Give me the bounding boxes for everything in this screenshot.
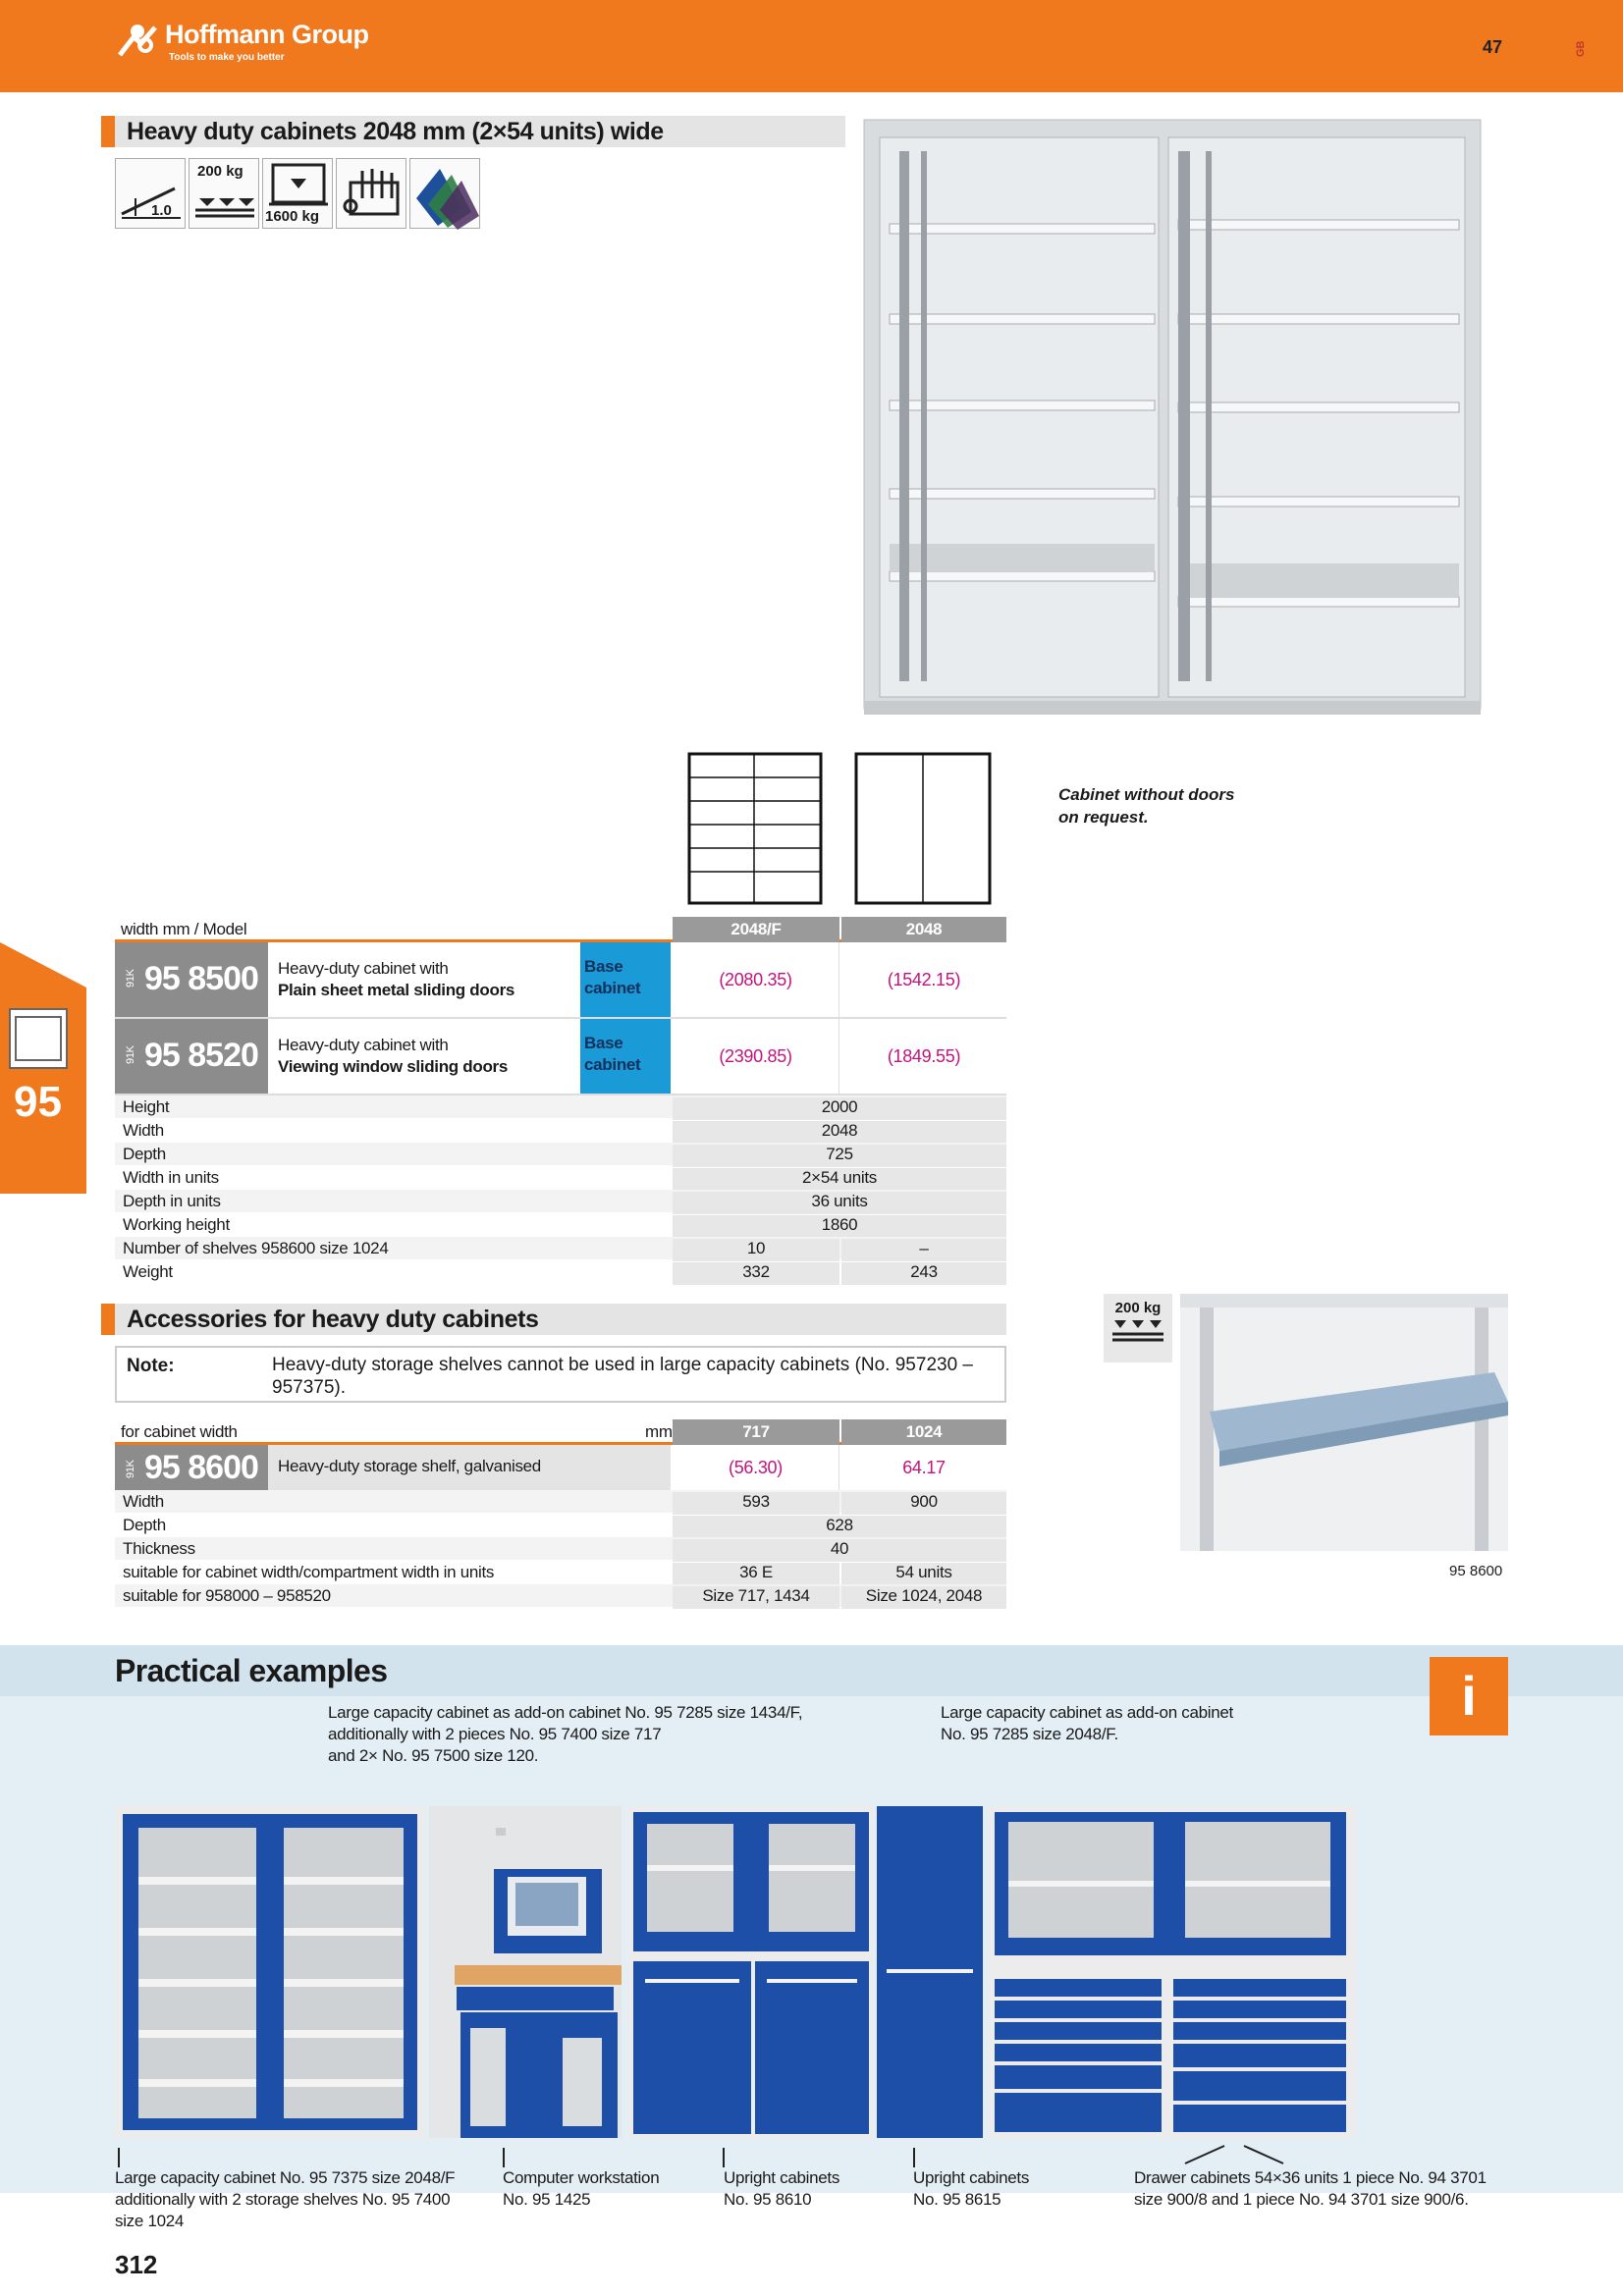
note-label: Note: [127,1356,175,1376]
spec-row [115,1514,1006,1537]
article-number [115,1445,268,1490]
spec-row [115,1190,1006,1213]
caption-line: additionally with 2 storage shelves No. 95 7400 [115,2190,451,2209]
spec-row [115,1490,1006,1514]
spec-label: Weight [123,1262,173,1281]
product-row[interactable] [115,942,1006,1019]
page-top-number: 47 [1483,37,1503,57]
spec-value: 900 [841,1492,1006,1515]
spec-value: – [841,1239,1006,1261]
category-line: Base [584,1034,623,1052]
gauge-value: 1.0 [151,202,172,219]
column-header: 2048 [841,917,1006,942]
note-box [115,1346,1006,1403]
spec-row [115,1537,1006,1561]
caption-line: size 900/8 and 1 piece No. 94 3701 size 900/6. [1134,2190,1469,2209]
table-header-row [115,917,1006,942]
cabinet-photo [856,112,1492,732]
hoffmann-logo-icon [116,22,161,57]
caption-line: Large capacity cabinet as add-on cabinet No. 95 7285 size 1434/F, [328,1703,803,1722]
column-header: 717 [673,1419,839,1445]
header-label: width mm / Model [121,920,247,938]
price-cell: (1542.15) [887,970,961,989]
example-caption-top-left [328,1702,802,1767]
spec-label: Depth [123,1145,166,1163]
article-prefix: 91K [125,1460,136,1478]
info-icon[interactable]: i [1430,1657,1508,1735]
spec-label: Working height [123,1215,230,1234]
spec-row [115,1584,1006,1608]
example-caption-2 [503,2167,659,2211]
spec-label: Width in units [123,1168,219,1187]
product-description: Heavy-duty storage shelf, galvanised [278,1457,541,1475]
shelf-load-text: 200 kg [1114,1300,1162,1316]
caption-line: No. 95 8610 [724,2190,812,2209]
spec-value: 36 units [673,1192,1006,1214]
sheet-thickness-icon [115,158,186,229]
cabinet-load-value: 1600 kg [265,208,320,225]
load-arrows-icon [1109,1316,1167,1344]
header-unit: mm [645,1422,673,1441]
spec-row [115,1561,1006,1584]
note-text: Heavy-duty storage shelves cannot be used in large capacity cabinets (No. 957230 – 957375). [272,1355,973,1398]
description-bold: Viewing window sliding doors [278,1057,509,1076]
door-layout-diagram [854,752,992,905]
caption-line: Computer workstation [503,2168,660,2187]
spec-value: 2048 [673,1121,1006,1144]
spec-label: Number of shelves 958600 size 1024 [123,1239,389,1257]
photo-caption [1058,783,1234,828]
price-cell: (1849.55) [887,1046,961,1066]
spec-value: 54 units [841,1563,1006,1585]
price-cell: (2390.85) [673,1019,839,1094]
shelf-load-value: 200 kg [197,163,243,180]
price-cell: (56.30) [673,1445,839,1490]
page-number: 312 [115,2250,158,2279]
description-bold: Plain sheet metal sliding doors [278,981,515,999]
article-number-text: 95 8500 [144,960,258,997]
practical-examples-title: Practical examples [115,1653,388,1688]
brand-tagline: Tools to make you better [169,52,285,63]
example-caption-5 [1134,2167,1487,2211]
caption-line: size 1024 [115,2212,185,2230]
spec-value: 40 [673,1539,1006,1562]
caption-line: No. 95 7285 size 2048/F. [941,1725,1118,1743]
product-row[interactable] [115,1445,1006,1490]
example-caption-3 [724,2167,839,2211]
spec-row [115,1213,1006,1237]
category-badge [580,1019,671,1094]
shelf-photo [1180,1294,1508,1551]
example-caption-top-right [941,1702,1233,1745]
article-number [115,942,268,1017]
category-badge [580,942,671,1017]
section-title-accessories: Accessories for heavy duty cabinets [101,1304,1006,1335]
spec-value: 1860 [673,1215,1006,1238]
table-header-row [115,1419,1006,1445]
article-number-text: 95 8600 [144,1449,258,1486]
spec-value: Size 1024, 2048 [841,1586,1006,1609]
caption-line: Drawer cabinets 54×36 units 1 piece No. 94 3701 [1134,2168,1487,2187]
caption-line: No. 95 1425 [503,2190,591,2209]
caption-line: Upright cabinets [913,2168,1030,2187]
lock-key-icon [336,158,406,229]
language-tag: GB [1575,40,1587,57]
category-line: cabinet [584,1055,641,1074]
spec-value: 628 [673,1516,1006,1538]
spec-value: 332 [673,1262,839,1285]
product-description [278,958,514,1001]
spec-label: Depth in units [123,1192,221,1210]
spec-label: Width [123,1492,164,1511]
spec-value: 725 [673,1145,1006,1167]
spec-row [115,1143,1006,1166]
caption-line: Large capacity cabinet No. 95 7375 size 2048/F [115,2168,456,2187]
price-cell: (2080.35) [673,942,839,1017]
product-description [278,1035,508,1078]
header-label: for cabinet width [121,1422,238,1441]
spec-label: Height [123,1097,170,1116]
caption-line: additionally with 2 pieces No. 95 7400 size 717 [328,1725,662,1743]
column-header: 1024 [841,1419,1006,1445]
shelf-article-code: 95 8600 [1449,1563,1503,1579]
spec-label: Thickness [123,1539,195,1558]
spec-row [115,1095,1006,1119]
caption-line: and 2× No. 95 7500 size 120. [328,1746,539,1765]
spec-value: 243 [841,1262,1006,1285]
shelf-load-icon [189,158,259,229]
chapter-number: 95 [14,1078,62,1126]
spec-value: 2000 [673,1097,1006,1120]
example-caption-1 [115,2167,455,2232]
caption-line: Cabinet without doors [1058,785,1235,804]
workshop-example-illustration [115,1806,1356,2138]
spec-label: suitable for cabinet width/compartment width in units [123,1563,495,1581]
accessory-table [115,1419,1006,1608]
article-prefix: 91K [125,1045,136,1064]
price-cell: 64.17 [902,1458,946,1477]
shelf-load-badge [1104,1294,1172,1362]
article-number-text: 95 8520 [144,1037,258,1074]
cabinet-table [115,917,1006,1284]
brand-logo[interactable] [116,20,368,63]
spec-row [115,1119,1006,1143]
chapter-tab [0,942,86,1194]
cabinet-load-icon [262,158,333,229]
brand-name: Hoffmann Group [165,20,369,49]
spec-label: Depth [123,1516,166,1534]
spec-value: 593 [673,1492,839,1515]
caption-line: Large capacity cabinet as add-on cabinet [941,1703,1233,1722]
caption-line: on request. [1058,808,1149,827]
spec-row [115,1237,1006,1260]
caption-leader-lines [115,2144,1356,2169]
description-line: Heavy-duty cabinet with [278,1036,449,1054]
category-line: Base [584,957,623,976]
caption-line: No. 95 8615 [913,2190,1001,2209]
feature-icons [115,158,480,229]
shelf-layout-diagram [687,752,823,905]
spec-label: suitable for 958000 – 958520 [123,1586,331,1605]
spec-row [115,1260,1006,1284]
spec-row [115,1166,1006,1190]
spec-value: 36 E [673,1563,839,1585]
caption-line: Upright cabinets [724,2168,840,2187]
article-number [115,1019,268,1094]
article-prefix: 91K [125,969,136,988]
category-line: cabinet [584,979,641,997]
spec-value: 2×54 units [673,1168,1006,1191]
colour-options-icon [409,158,480,229]
example-caption-4 [913,2167,1029,2211]
spec-value: Size 717, 1434 [673,1586,839,1609]
column-header: 2048/F [673,917,839,942]
section-title-cabinets: Heavy duty cabinets 2048 mm (2×54 units) wide [101,116,845,147]
description-line: Heavy-duty cabinet with [278,959,449,978]
spec-value: 10 [673,1239,839,1261]
product-row[interactable] [115,1019,1006,1095]
spec-label: Width [123,1121,164,1140]
